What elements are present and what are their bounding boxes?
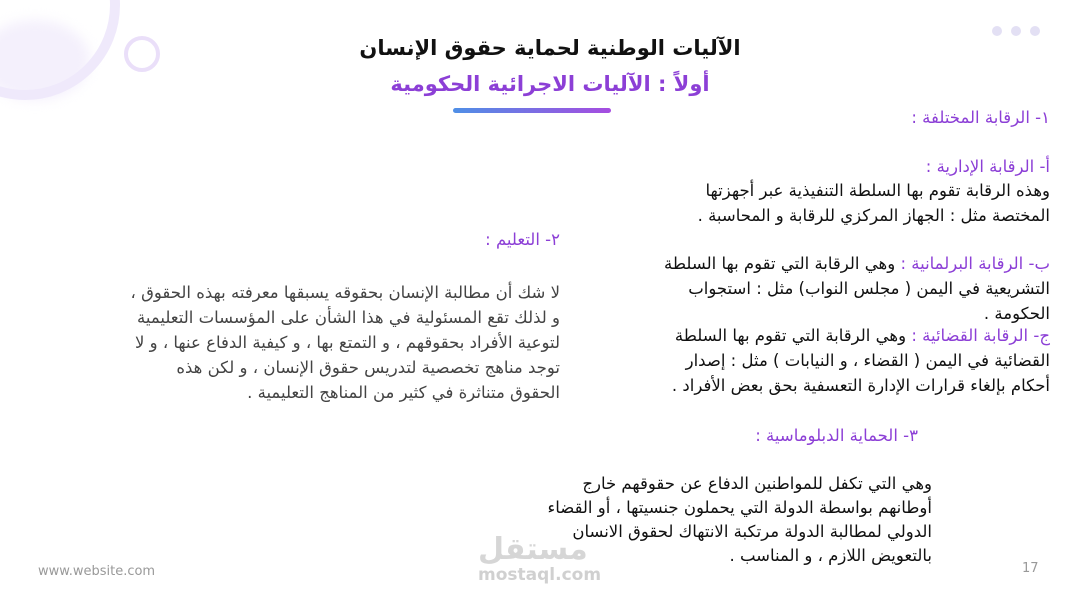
judicial-line-1 [590, 322, 1050, 350]
parliamentary-line-2: التشريعية في اليمن ( مجلس النواب) مثل : استجواب [688, 279, 1050, 298]
decorative-dots [992, 26, 1040, 36]
education-line-2: و لذلك تقع المسئولية في هذا الشأن على المؤسسات التعليمية [137, 308, 560, 327]
education-line-1: لا شك أن مطالبة الإنسان بحقوقه يسبقها معرفته بهذه الحقوق ، [130, 283, 560, 302]
administrative-line-2: المختصة مثل : الجهاز المركزي للرقابة و المحاسبة . [697, 206, 1050, 225]
judicial-line-3: أحكام بإلغاء قرارات الإدارة التعسفية بحق بعض الأفراد . [671, 376, 1050, 395]
education-line-5: الحقوق متناثرة في كثير من المناهج التعليمية . [247, 383, 560, 402]
heading-education: ٢- التعليم : [485, 230, 560, 249]
decorative-arc [0, 0, 120, 100]
title-underline [453, 108, 611, 113]
diplomatic-line-3: الدولي لمطالبة الدولة مرتكبة الانتهاك لحقوق الانسان [572, 522, 932, 541]
slide-title: الآليات الوطنية لحماية حقوق الإنسان [359, 36, 741, 60]
education-line-3: لتوعية الأفراد بحقوقهم ، و التمتع بها ، و كيفية الدفاع عنها ، و لا [134, 333, 560, 352]
judicial-text-1: وهي الرقابة التي تقوم بها السلطة [674, 326, 912, 345]
label-parliamentary: ب- الرقابة البرلمانية : [900, 254, 1050, 273]
diplomatic-line-2: أوطانهم بواسطة الدولة التي يحملون جنسيتها ، أو القضاء [547, 498, 932, 517]
heading-monitoring: ١- الرقابة المختلفة : [911, 108, 1050, 127]
decorative-ring [124, 36, 160, 72]
parliamentary-text-1: وهي الرقابة التي تقوم بها السلطة [664, 254, 901, 273]
heading-diplomatic: ٣- الحماية الدبلوماسية : [755, 426, 918, 445]
label-administrative: أ- الرقابة الإدارية : [925, 157, 1050, 176]
diplomatic-line-4: بالتعويض اللازم ، و المناسب . [729, 546, 932, 565]
parliamentary-line-1 [590, 250, 1050, 278]
watermark-url: mostaql.com [478, 565, 602, 585]
footer-website: www.website.com [38, 564, 156, 579]
administrative-line-1: وهذه الرقابة تقوم بها السلطة التنفيذية عبر أجهزتها [705, 181, 1050, 200]
slide-subtitle: أولاً : الآليات الاجرائية الحكومية [390, 72, 710, 96]
parliamentary-line-3: الحكومة . [983, 304, 1050, 323]
label-judicial: ج- الرقابة القضائية : [911, 326, 1050, 345]
watermark-logo: مستقل [478, 532, 588, 567]
education-line-4: توجد مناهج تخصصية لتدريس حقوق الإنسان ، و لكن هذه [176, 358, 560, 377]
page-number: 17 [1022, 561, 1039, 576]
judicial-line-2: القضائية في اليمن ( القضاء ، و النيابات ) مثل : إصدار [685, 351, 1050, 370]
diplomatic-line-1: وهي التي تكفل للمواطنين الدفاع عن حقوقهم خارج [582, 474, 932, 493]
